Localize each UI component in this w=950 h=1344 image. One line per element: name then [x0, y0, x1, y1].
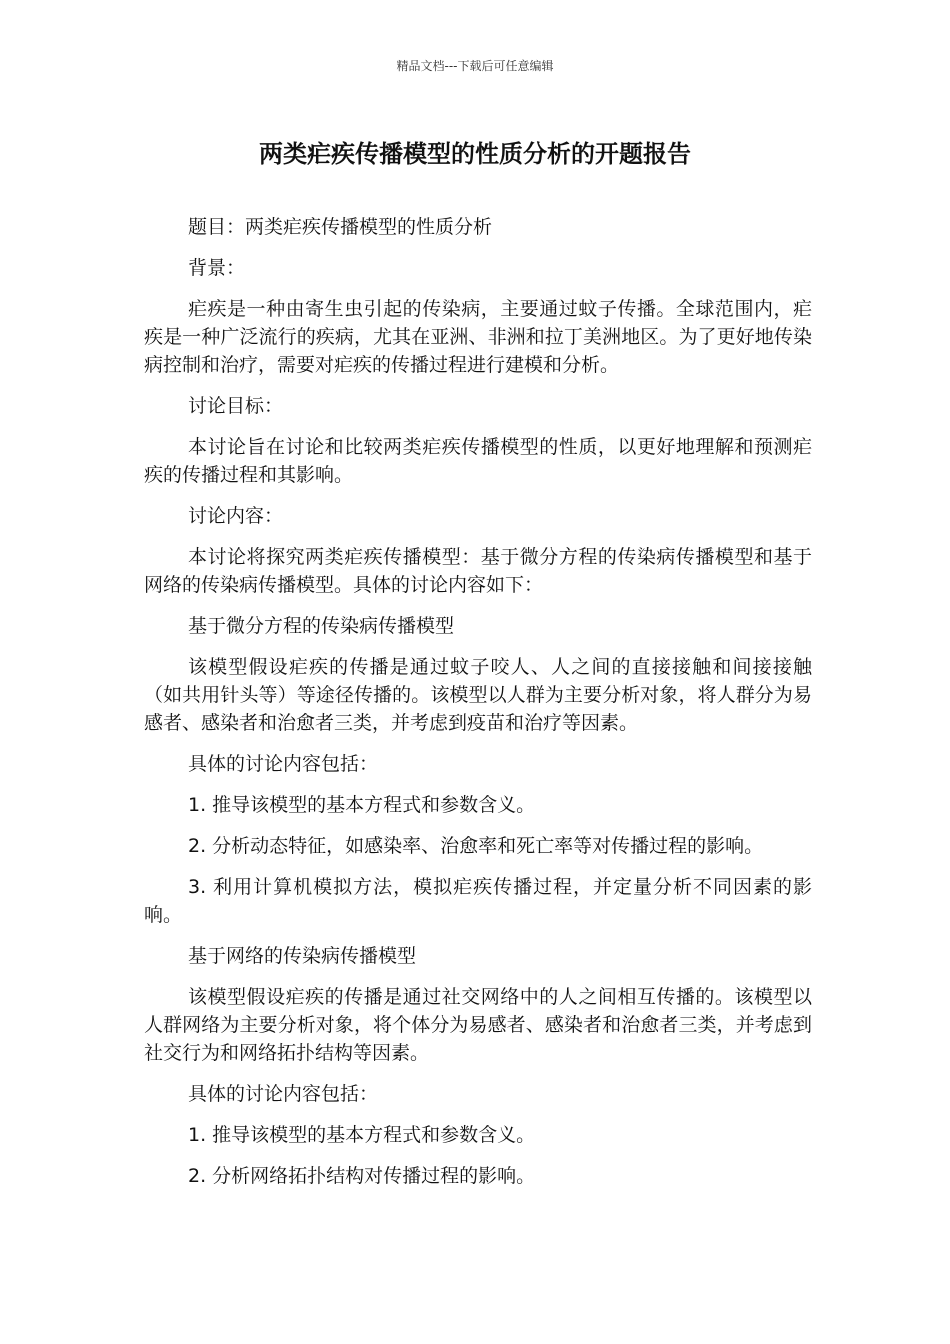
ode-model-paragraph: 该模型假设疟疾的传播是通过蚊子咬人、人之间的直接接触和间接接触（如共用针头等）等途径传播的。该模型以人群为主要分析对象，将人群分为易感者、感染者和治愈者三类，并考虑到疫苗和治疗等因素。 [144, 656, 812, 734]
network-list-item: 1. 推导该模型的基本方程式和参数含义。 [188, 1124, 536, 1146]
ode-list-item: 2. 分析动态特征，如感染率、治愈率和死亡率等对传播过程的影响。 [188, 835, 764, 857]
ode-list-intro: 具体的讨论内容包括： [188, 753, 379, 775]
header-note: 精品文档---下载后可任意编辑 [396, 59, 554, 73]
document-title: 两类疟疾传播模型的性质分析的开题报告 [259, 140, 691, 168]
section-heading-background: 背景： [188, 257, 246, 279]
content-intro-paragraph: 本讨论将探究两类疟疾传播模型：基于微分方程的传染病传播模型和基于网络的传染病传播模型。具体的讨论内容如下： [144, 546, 812, 596]
network-list-item: 2. 分析网络拓扑结构对传播过程的影响。 [188, 1165, 536, 1187]
network-list-intro: 具体的讨论内容包括： [188, 1083, 379, 1105]
goal-paragraph: 本讨论旨在讨论和比较两类疟疾传播模型的性质，以更好地理解和预测疟疾的传播过程和其影响。 [144, 436, 812, 486]
section-heading-goal: 讨论目标： [188, 395, 284, 417]
document-body [144, 213, 812, 1203]
topic-line: 题目：两类疟疾传播模型的性质分析 [188, 216, 493, 238]
ode-list-item: 1. 推导该模型的基本方程式和参数含义。 [188, 794, 536, 816]
section-heading-content: 讨论内容： [188, 505, 284, 527]
background-paragraph: 疟疾是一种由寄生虫引起的传染病，主要通过蚊子传播。全球范围内，疟疾是一种广泛流行的疾病，尤其在亚洲、非洲和拉丁美洲地区。为了更好地传染病控制和治疗，需要对疟疾的传播过程进行建模和分析。 [144, 298, 812, 376]
network-model-paragraph: 该模型假设疟疾的传播是通过社交网络中的人之间相互传播的。该模型以人群网络为主要分析对象，将个体分为易感者、感染者和治愈者三类，并考虑到社交行为和网络拓扑结构等因素。 [144, 986, 812, 1064]
ode-list-item: 3. 利用计算机模拟方法，模拟疟疾传播过程，并定量分析不同因素的影响。 [144, 876, 812, 926]
subheading-ode-model: 基于微分方程的传染病传播模型 [188, 615, 455, 637]
subheading-network-model: 基于网络的传染病传播模型 [188, 945, 417, 967]
